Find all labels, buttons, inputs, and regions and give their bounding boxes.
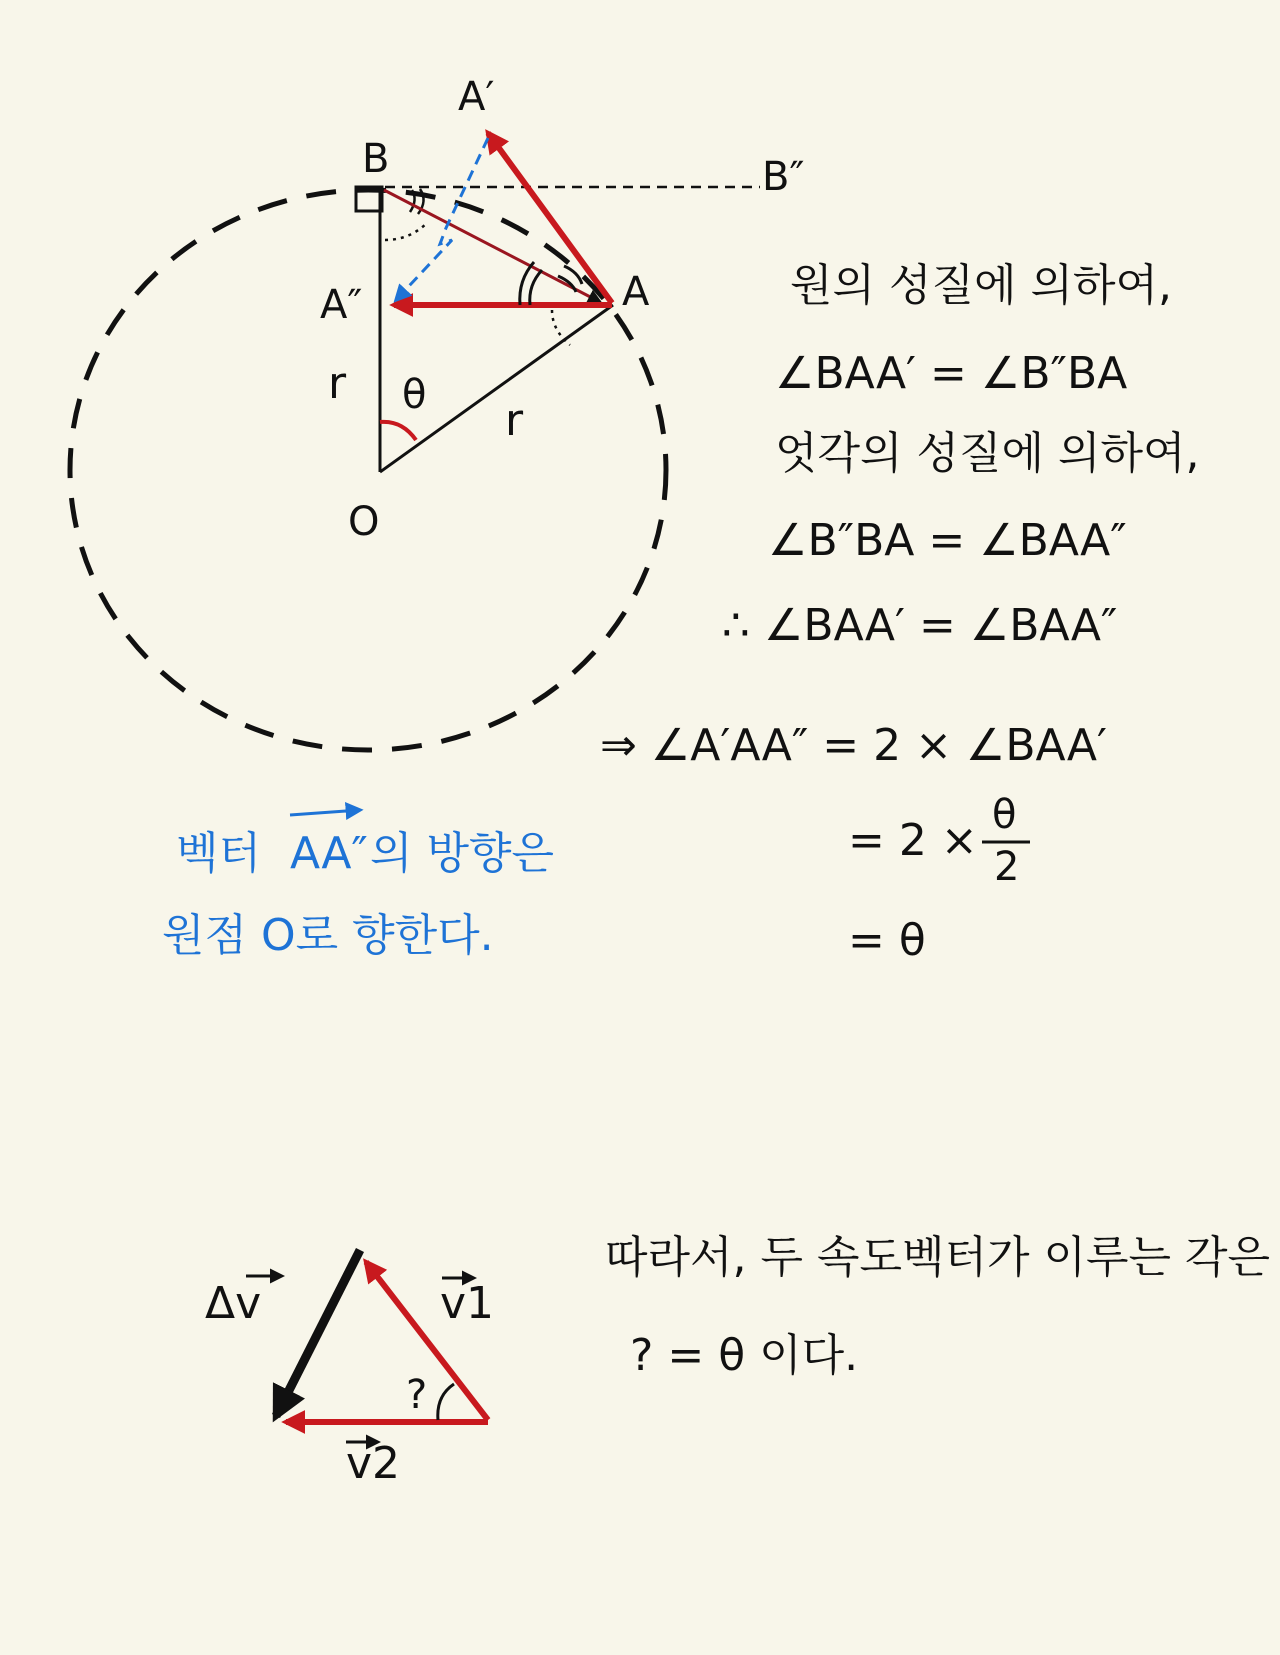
label-a: A bbox=[622, 269, 650, 315]
vector-overline-arrow bbox=[290, 810, 360, 815]
proof-line-7-prefix: = 2 × bbox=[848, 815, 978, 866]
label-o: O bbox=[348, 499, 380, 545]
label-v1: v1 bbox=[440, 1278, 495, 1329]
label-r-left: r bbox=[328, 358, 347, 409]
label-delta-v: Δv bbox=[205, 1278, 262, 1329]
angle-arc-unknown bbox=[438, 1384, 454, 1420]
label-v2: v2 bbox=[346, 1438, 401, 1489]
proof-line-7-numerator: θ bbox=[992, 792, 1017, 838]
conclusion-line-1: 따라서, 두 속도벡터가 이루는 각은 bbox=[605, 1232, 1270, 1283]
label-b: B bbox=[362, 136, 390, 182]
label-theta: θ bbox=[402, 372, 427, 418]
theta-arc bbox=[380, 422, 416, 440]
angle-arc-b-dotted bbox=[385, 222, 428, 240]
blue-note-line-2: 원점 O로 향한다. bbox=[162, 910, 494, 961]
blue-note-line-1-prefix: 벡터 bbox=[176, 828, 262, 879]
label-a-double-prime: A″ bbox=[320, 282, 363, 328]
proof-line-8: = θ bbox=[848, 915, 926, 966]
proof-line-3: 엇각의 성질에 의하여, bbox=[775, 428, 1200, 479]
angle-arc-a-1 bbox=[530, 270, 542, 305]
label-b-double-prime: B″ bbox=[762, 154, 805, 200]
proof-line-7-denominator: 2 bbox=[994, 844, 1020, 890]
vector-delta-v bbox=[276, 1250, 360, 1416]
proof-line-4: ∠B″BA = ∠BAA″ bbox=[768, 515, 1127, 566]
angle-arc-a-dotted bbox=[552, 310, 570, 345]
conclusion-line-2: ? = θ 이다. bbox=[630, 1330, 859, 1381]
label-unknown-angle: ? bbox=[406, 1372, 428, 1418]
blue-note-line-1-suffix: 의 방향은 bbox=[370, 828, 555, 879]
label-r-right: r bbox=[505, 395, 524, 446]
proof-line-2: ∠BAA′ = ∠B″BA bbox=[775, 348, 1128, 399]
proof-line-5: ∴ ∠BAA′ = ∠BAA″ bbox=[722, 600, 1118, 651]
proof-line-1: 원의 성질에 의하여, bbox=[790, 260, 1172, 311]
blue-note-vector-name: AA″ bbox=[290, 828, 368, 879]
proof-line-6: ⇒ ∠A′AA″ = 2 × ∠BAA′ bbox=[600, 720, 1107, 771]
label-a-prime: A′ bbox=[458, 74, 495, 120]
